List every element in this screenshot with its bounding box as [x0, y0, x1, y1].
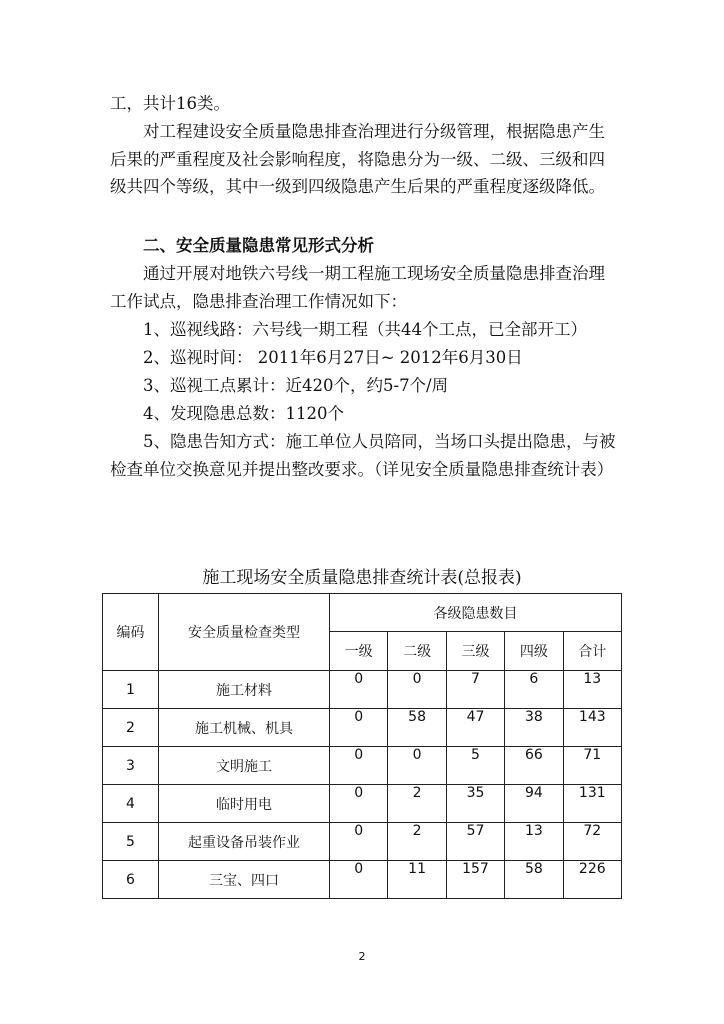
cell-level1: 0 [330, 785, 388, 823]
cell-level2: 11 [388, 861, 446, 899]
table-row [103, 671, 622, 709]
cell-total: 226 [563, 861, 621, 899]
cell-level4: 66 [505, 747, 563, 785]
header-level1: 一级 [330, 632, 388, 671]
cell-category: 临时用电 [159, 785, 330, 823]
table-row [103, 785, 622, 823]
cell-level2: 2 [388, 823, 446, 861]
cell-level2: 0 [388, 671, 446, 709]
cell-level4: 58 [505, 861, 563, 899]
header-level4: 四级 [505, 632, 563, 671]
header-code: 编码 [103, 594, 159, 671]
cell-level3: 7 [446, 671, 504, 709]
paragraph-continuation: 工，共计16类。 [110, 94, 230, 113]
hazard-statistics-table [102, 593, 622, 899]
table-row [103, 823, 622, 861]
table-row [103, 861, 622, 899]
cell-category: 起重设备吊装作业 [159, 823, 330, 861]
cell-level1: 0 [330, 861, 388, 899]
cell-level4: 6 [505, 671, 563, 709]
header-level3: 三级 [446, 632, 504, 671]
table-caption: 施工现场安全质量隐患排查统计表(总报表) [202, 568, 522, 588]
cell-level1: 0 [330, 709, 388, 747]
list-item-sites: 3、巡视工点累计：近420个，约5-7个/周 [143, 376, 449, 395]
cell-level1: 0 [330, 671, 388, 709]
cell-code: 2 [103, 709, 159, 747]
header-level-group: 各级隐患数目 [330, 594, 622, 632]
cell-code: 6 [103, 861, 159, 899]
cell-code: 4 [103, 785, 159, 823]
cell-level3: 47 [446, 709, 504, 747]
cell-category: 施工机械、机具 [159, 709, 330, 747]
list-item-total-hazards: 4、发现隐患总数：1120个 [143, 404, 344, 423]
table-row [103, 747, 622, 785]
header-category: 安全质量检查类型 [159, 594, 330, 671]
list-item-route: 1、巡视线路：六号线一期工程（共44个工点，已全部开工） [143, 320, 587, 339]
cell-category: 文明施工 [159, 747, 330, 785]
cell-level4: 94 [505, 785, 563, 823]
cell-level3: 157 [446, 861, 504, 899]
cell-level1: 0 [330, 747, 388, 785]
section-heading: 二、安全质量隐患常见形式分析 [143, 236, 374, 255]
cell-total: 131 [563, 785, 621, 823]
header-level2: 二级 [388, 632, 446, 671]
cell-level2: 58 [388, 709, 446, 747]
paragraph-pilot: 通过开展对地铁六号线一期工程施工现场安全质量隐患排查治理工作试点，隐患排查治理工作情况如下： [110, 264, 605, 311]
cell-level2: 0 [388, 747, 446, 785]
cell-total: 143 [563, 709, 621, 747]
cell-level4: 38 [505, 709, 563, 747]
cell-code: 5 [103, 823, 159, 861]
list-item-time: 2、巡视时间： 2011年6月27日~ 2012年6月30日 [143, 348, 523, 367]
table-row [103, 709, 622, 747]
cell-level3: 35 [446, 785, 504, 823]
cell-total: 13 [563, 671, 621, 709]
cell-category: 三宝、四口 [159, 861, 330, 899]
header-total: 合计 [563, 632, 621, 671]
cell-level3: 5 [446, 747, 504, 785]
cell-level4: 13 [505, 823, 563, 861]
list-item-notification: 5、隐患告知方式：施工单位人员陪同，当场口头提出隐患，与被检查单位交换意见并提出整改要求。（详见安全质量隐患排查统计表） [110, 432, 616, 479]
cell-category: 施工材料 [159, 671, 330, 709]
cell-level3: 57 [446, 823, 504, 861]
paragraph-grading: 对工程建设安全质量隐患排查治理进行分级管理，根据隐患产生后果的严重程度及社会影响程度，将隐患分为一级、二级、三级和四级共四个等级，其中一级到四级隐患产生后果的严重程度逐级降低。 [110, 122, 605, 196]
cell-total: 71 [563, 747, 621, 785]
cell-code: 3 [103, 747, 159, 785]
cell-level2: 2 [388, 785, 446, 823]
page-number: 2 [358, 950, 366, 963]
cell-code: 1 [103, 671, 159, 709]
cell-total: 72 [563, 823, 621, 861]
cell-level1: 0 [330, 823, 388, 861]
